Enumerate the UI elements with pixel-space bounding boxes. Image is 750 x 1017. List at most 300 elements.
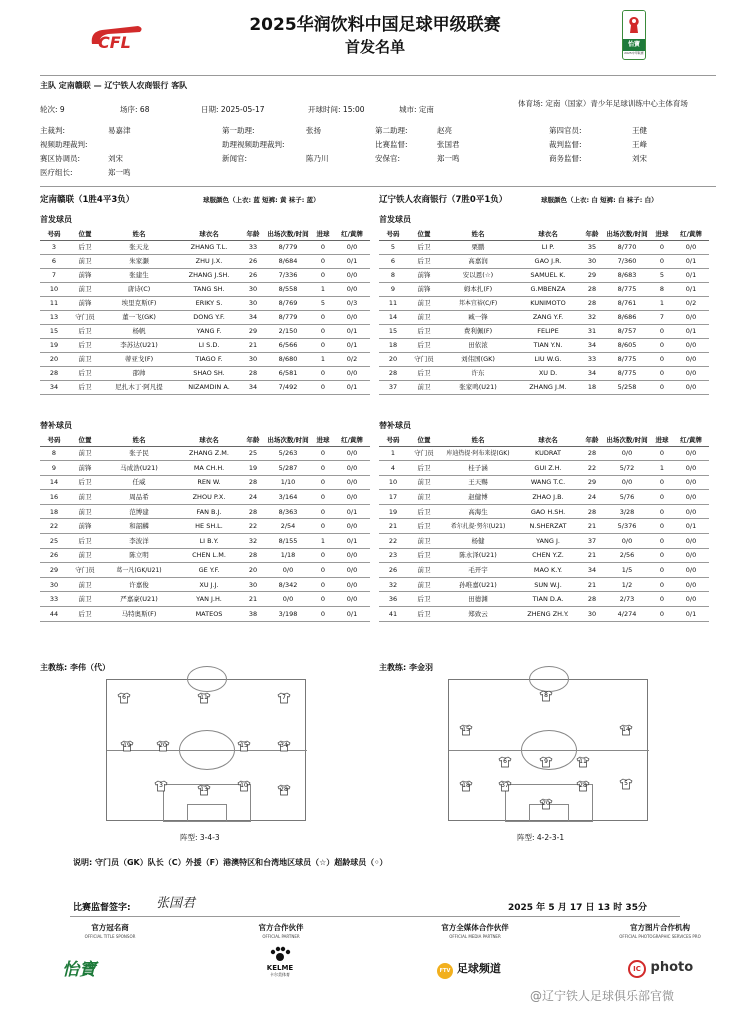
table-cell: 埃里克斯(F) bbox=[102, 296, 176, 310]
table-cell: 0 bbox=[312, 475, 334, 490]
table-cell: 0/1 bbox=[334, 254, 370, 268]
table-cell: 0 bbox=[312, 268, 334, 282]
table-cell: 0 bbox=[651, 490, 673, 505]
player-jersey bbox=[619, 778, 633, 790]
table-cell: 0/0 bbox=[603, 534, 651, 549]
table-row bbox=[40, 338, 370, 352]
table-cell: 8 bbox=[379, 268, 407, 282]
home-formation: 阵型: 3-4-3 bbox=[180, 833, 220, 842]
official-value: 陈乃川 bbox=[306, 154, 329, 163]
player-jersey bbox=[154, 780, 168, 792]
table-row bbox=[379, 461, 709, 476]
table-cell: 20 bbox=[40, 352, 68, 366]
table-cell: LI B.Y. bbox=[176, 534, 242, 549]
table-cell: 0/0 bbox=[673, 504, 709, 519]
top-arc bbox=[187, 666, 227, 692]
table-cell: ZHANG J.M. bbox=[515, 380, 581, 394]
table-cell: ERIKY S. bbox=[176, 296, 242, 310]
table-row bbox=[379, 519, 709, 534]
player-jersey bbox=[197, 784, 211, 796]
table-cell: 0 bbox=[312, 380, 334, 394]
table-cell: KUDRAT bbox=[515, 446, 581, 461]
table-cell: 21 bbox=[379, 519, 407, 534]
table-cell: 30 bbox=[242, 282, 264, 296]
player-jersey bbox=[156, 740, 170, 752]
table-cell: 0/1 bbox=[673, 607, 709, 622]
table-cell: 0/0 bbox=[334, 240, 370, 254]
table-cell: 0/0 bbox=[673, 352, 709, 366]
table-cell: 2/56 bbox=[603, 548, 651, 563]
table-cell: 31 bbox=[581, 324, 603, 338]
table-cell: 0 bbox=[651, 338, 673, 352]
table-cell: ZHANG T.L. bbox=[176, 240, 242, 254]
player-jersey bbox=[619, 724, 633, 736]
partner-sub-1: OFFICIAL TITLE SPONSOR bbox=[84, 934, 136, 939]
table-cell: 8/775 bbox=[603, 282, 651, 296]
table-cell: 1/18 bbox=[264, 548, 312, 563]
table-cell: MATEOS bbox=[176, 607, 242, 622]
table-cell: 臧一锋 bbox=[441, 310, 515, 324]
column-header: 红/黄牌 bbox=[673, 228, 709, 240]
table-cell: 邵帅 bbox=[102, 366, 176, 380]
sponsor-badge bbox=[622, 10, 646, 60]
table-cell: 30 bbox=[242, 577, 264, 592]
table-row bbox=[379, 534, 709, 549]
table-cell: 0/0 bbox=[334, 548, 370, 563]
sign-datetime: 2025 年 5 月 17 日 13 时 35分 bbox=[508, 903, 647, 913]
table-cell: 14 bbox=[40, 475, 68, 490]
table-cell: ZHANG J.SH. bbox=[176, 268, 242, 282]
table-cell: 30 bbox=[40, 577, 68, 592]
table-cell: 1/2 bbox=[603, 577, 651, 592]
table-row bbox=[40, 563, 370, 578]
table-cell: FAN B.J. bbox=[176, 504, 242, 519]
official-value: 张国君 bbox=[437, 140, 460, 149]
table-cell: 13 bbox=[40, 310, 68, 324]
table-row bbox=[379, 366, 709, 380]
table-cell: 7/336 bbox=[264, 268, 312, 282]
table-row bbox=[40, 296, 370, 310]
table-cell: 0/0 bbox=[673, 592, 709, 607]
table-cell: 蒂亚戈(F) bbox=[102, 352, 176, 366]
table-cell: 0 bbox=[651, 534, 673, 549]
table-row bbox=[40, 519, 370, 534]
table-cell: 5/72 bbox=[603, 461, 651, 476]
table-cell: XU D. bbox=[515, 366, 581, 380]
jersey-number: 34 bbox=[280, 742, 288, 749]
table-cell: 28 bbox=[379, 366, 407, 380]
table-cell: 8/761 bbox=[603, 296, 651, 310]
table-cell: 前卫 bbox=[407, 490, 441, 505]
away-formation-pitch bbox=[448, 679, 648, 821]
table-cell: 0 bbox=[651, 366, 673, 380]
table-cell: 8/155 bbox=[264, 534, 312, 549]
table-cell: 0 bbox=[312, 254, 334, 268]
jersey-number: 20 bbox=[159, 742, 167, 749]
table-cell: 后卫 bbox=[407, 338, 441, 352]
column-header: 球衣名 bbox=[515, 434, 581, 446]
table-cell: 0 bbox=[651, 592, 673, 607]
table-cell: 0 bbox=[312, 490, 334, 505]
supervisor-signature: 张国君 bbox=[156, 896, 196, 911]
jersey-number: 37 bbox=[501, 782, 509, 789]
column-header: 红/黄牌 bbox=[334, 434, 370, 446]
column-header: 姓名 bbox=[441, 228, 515, 240]
official-value: 易嘉津 bbox=[108, 126, 131, 135]
table-cell: 6/566 bbox=[264, 338, 312, 352]
table-cell: 5/287 bbox=[264, 461, 312, 476]
player-jersey bbox=[277, 784, 291, 796]
table-cell: 19 bbox=[242, 461, 264, 476]
table-cell: 0 bbox=[651, 240, 673, 254]
table-cell: 前卫 bbox=[407, 563, 441, 578]
table-cell: 8 bbox=[651, 282, 673, 296]
table-cell: 后卫 bbox=[407, 548, 441, 563]
table-cell: 栗鹏 bbox=[441, 240, 515, 254]
table-cell: 后卫 bbox=[407, 504, 441, 519]
official-label: 主裁判: bbox=[40, 126, 66, 135]
table-cell: 5 bbox=[651, 268, 673, 282]
table-row bbox=[379, 607, 709, 622]
table-row bbox=[40, 577, 370, 592]
table-cell: 0 bbox=[651, 324, 673, 338]
table-cell: 李波洋 bbox=[102, 534, 176, 549]
teams-line: 主队 定南赣联 — 辽宁铁人农商银行 客队 bbox=[40, 81, 188, 90]
page-subtitle: 首发名单 bbox=[344, 38, 405, 56]
table-cell: 3/28 bbox=[603, 504, 651, 519]
table-cell: YAN J.H. bbox=[176, 592, 242, 607]
table-cell: 8/775 bbox=[603, 366, 651, 380]
column-header: 位置 bbox=[68, 228, 102, 240]
table-cell: 28 bbox=[581, 446, 603, 461]
player-jersey bbox=[120, 740, 134, 752]
table-row bbox=[379, 240, 709, 254]
table-cell: 前锋 bbox=[407, 282, 441, 296]
table-cell: 前卫 bbox=[407, 296, 441, 310]
table-cell: 0 bbox=[312, 607, 334, 622]
table-cell: 25 bbox=[242, 446, 264, 461]
jersey-number: 6 bbox=[122, 694, 126, 701]
jersey-number: 7 bbox=[282, 694, 286, 701]
table-cell: 高嘉润 bbox=[441, 254, 515, 268]
official-label: 商务监督: bbox=[549, 154, 582, 163]
table-cell: 周品希 bbox=[102, 490, 176, 505]
table-cell: 0/0 bbox=[673, 446, 709, 461]
table-cell: 0/0 bbox=[673, 366, 709, 380]
table-row bbox=[379, 380, 709, 394]
table-cell: 后卫 bbox=[407, 607, 441, 622]
table-cell: 8 bbox=[40, 446, 68, 461]
table-cell: 0 bbox=[651, 352, 673, 366]
table-cell: 后卫 bbox=[407, 461, 441, 476]
table-cell: 0/1 bbox=[334, 534, 370, 549]
table-cell: 8/779 bbox=[264, 240, 312, 254]
table-cell: 34 bbox=[40, 380, 68, 394]
table-cell: 0/1 bbox=[673, 268, 709, 282]
table-cell: GAO H.SH. bbox=[515, 504, 581, 519]
home-subs-table bbox=[40, 434, 370, 622]
table-row bbox=[379, 352, 709, 366]
player-jersey bbox=[197, 692, 211, 704]
table-cell: 朱家灏 bbox=[102, 254, 176, 268]
table-cell: 9 bbox=[40, 461, 68, 476]
table-cell: CHEN L.M. bbox=[176, 548, 242, 563]
table-cell: 0/0 bbox=[673, 577, 709, 592]
venue: 体育场: 定南（国家）青少年足球训练中心主体育场 bbox=[518, 99, 688, 108]
table-cell: 0/1 bbox=[673, 519, 709, 534]
table-cell: SAMUEL K. bbox=[515, 268, 581, 282]
table-cell: 22 bbox=[40, 519, 68, 534]
match-date: 日期: 2025-05-17 bbox=[201, 105, 265, 114]
home-formation-pitch bbox=[106, 679, 306, 821]
table-cell: SUN W.J. bbox=[515, 577, 581, 592]
table-cell: 21 bbox=[581, 577, 603, 592]
table-cell: KUNIMOTO bbox=[515, 296, 581, 310]
table-cell: 15 bbox=[379, 324, 407, 338]
table-cell: 0 bbox=[312, 519, 334, 534]
table-cell: 8/779 bbox=[264, 310, 312, 324]
table-cell: 26 bbox=[242, 268, 264, 282]
table-cell: 李苏达(U21) bbox=[102, 338, 176, 352]
column-header: 球衣名 bbox=[176, 434, 242, 446]
table-cell: 0 bbox=[312, 310, 334, 324]
table-cell: GE Y.F. bbox=[176, 563, 242, 578]
table-cell: 8/558 bbox=[264, 282, 312, 296]
jersey-number: 6 bbox=[503, 758, 507, 765]
table-cell: GUI Z.H. bbox=[515, 461, 581, 476]
table-cell: 前锋 bbox=[68, 296, 102, 310]
table-cell: TIAN D.A. bbox=[515, 592, 581, 607]
kickoff-time: 开球时间: 15:00 bbox=[308, 105, 365, 114]
table-cell: 18 bbox=[379, 338, 407, 352]
table-cell: 29 bbox=[581, 475, 603, 490]
table-cell: 24 bbox=[242, 490, 264, 505]
table-cell: 35 bbox=[581, 240, 603, 254]
table-cell: 10 bbox=[40, 282, 68, 296]
table-row bbox=[40, 310, 370, 324]
table-cell: 30 bbox=[242, 352, 264, 366]
table-cell: 0/0 bbox=[673, 490, 709, 505]
table-row bbox=[379, 548, 709, 563]
table-cell: 30 bbox=[581, 254, 603, 268]
table-cell: 0 bbox=[651, 380, 673, 394]
column-header: 红/黄牌 bbox=[673, 434, 709, 446]
table-cell: 前卫 bbox=[68, 254, 102, 268]
column-header: 号码 bbox=[40, 434, 68, 446]
table-cell: 8/684 bbox=[264, 254, 312, 268]
table-cell: XU J.J. bbox=[176, 577, 242, 592]
table-cell: 范博建 bbox=[102, 504, 176, 519]
table-cell: 11 bbox=[379, 296, 407, 310]
official-label: 比赛监督: bbox=[375, 140, 408, 149]
table-cell: 前卫 bbox=[407, 534, 441, 549]
partner-title-3: 官方全媒体合作伙伴 bbox=[441, 923, 509, 932]
official-value: 王健 bbox=[632, 126, 647, 135]
table-row bbox=[379, 592, 709, 607]
table-cell: 任威 bbox=[102, 475, 176, 490]
table-cell: SHAO SH. bbox=[176, 366, 242, 380]
table-cell: 0 bbox=[312, 240, 334, 254]
official-label: 安保官: bbox=[375, 154, 401, 163]
table-cell: WANG T.C. bbox=[515, 475, 581, 490]
table-cell: 30 bbox=[242, 296, 264, 310]
away-formation: 阵型: 4-2-3-1 bbox=[517, 833, 565, 842]
table-cell: 严嘉豪(U21) bbox=[102, 592, 176, 607]
table-row bbox=[379, 324, 709, 338]
table-cell: 0/0 bbox=[673, 563, 709, 578]
table-cell: 28 bbox=[242, 548, 264, 563]
table-row bbox=[379, 577, 709, 592]
table-cell: LI S.D. bbox=[176, 338, 242, 352]
table-cell: 1 bbox=[312, 534, 334, 549]
table-cell: 希尔扎提·努尔(U21) bbox=[441, 519, 515, 534]
table-cell: 16 bbox=[40, 490, 68, 505]
table-cell: 0 bbox=[651, 504, 673, 519]
player-jersey bbox=[539, 690, 553, 702]
partner-title-1: 官方冠名商 bbox=[91, 923, 129, 932]
table-cell: 前锋 bbox=[68, 519, 102, 534]
table-cell: 0 bbox=[651, 577, 673, 592]
table-cell: 0/1 bbox=[334, 607, 370, 622]
home-starters-label: 首发球员 bbox=[40, 215, 72, 224]
table-cell: 0/0 bbox=[603, 475, 651, 490]
table-cell: 0/0 bbox=[264, 592, 312, 607]
ftv-icon: FTV bbox=[437, 963, 453, 979]
table-cell: 0/0 bbox=[334, 446, 370, 461]
table-cell: 20 bbox=[379, 352, 407, 366]
table-cell: 0/0 bbox=[673, 338, 709, 352]
table-cell: 前卫 bbox=[407, 310, 441, 324]
partner-sub-4: OFFICIAL PHOTOGRAPHIC SERVICES PRO bbox=[619, 934, 701, 939]
table-cell: 1 bbox=[651, 296, 673, 310]
table-cell: FELIPE bbox=[515, 324, 581, 338]
column-header: 进球 bbox=[312, 434, 334, 446]
yibao-logo: 怡寶 bbox=[62, 960, 96, 980]
table-cell: 0/2 bbox=[334, 352, 370, 366]
table-row bbox=[40, 446, 370, 461]
official-label: 裁判监督: bbox=[549, 140, 582, 149]
table-cell: 19 bbox=[40, 338, 68, 352]
table-cell: 张家鸣(U21) bbox=[441, 380, 515, 394]
table-cell: 0/0 bbox=[334, 519, 370, 534]
table-cell: 0 bbox=[312, 338, 334, 352]
partner-sub-3: OFFICIAL MEDIA PARTNER bbox=[449, 934, 501, 939]
home-coach: 主教练: 李伟（代） bbox=[40, 663, 110, 672]
table-cell: 20 bbox=[242, 563, 264, 578]
table-cell: 高海生 bbox=[441, 504, 515, 519]
kelme-paw-icon bbox=[268, 946, 292, 962]
table-cell: 29 bbox=[242, 324, 264, 338]
official-value: 赵亮 bbox=[437, 126, 452, 135]
table-row bbox=[40, 282, 370, 296]
table-cell: 8/757 bbox=[603, 324, 651, 338]
table-row bbox=[379, 446, 709, 461]
sponsor-badge-text: 怡寶 bbox=[623, 39, 645, 51]
table-cell: 6 bbox=[379, 254, 407, 268]
player-jersey bbox=[237, 780, 251, 792]
table-cell: 34 bbox=[581, 338, 603, 352]
official-label: 视频助理裁判: bbox=[40, 140, 88, 149]
table-cell: 守门员 bbox=[407, 352, 441, 366]
column-header: 出场次数/时间 bbox=[603, 228, 651, 240]
table-cell: 37 bbox=[379, 380, 407, 394]
divider bbox=[70, 916, 680, 917]
table-cell: 前卫 bbox=[68, 577, 102, 592]
table-row bbox=[40, 534, 370, 549]
table-cell: TIAGO F. bbox=[176, 352, 242, 366]
table-cell: 8/342 bbox=[264, 577, 312, 592]
table-cell: 15 bbox=[40, 324, 68, 338]
table-cell: 后卫 bbox=[68, 324, 102, 338]
table-cell: 28 bbox=[581, 296, 603, 310]
table-cell: 2/150 bbox=[264, 324, 312, 338]
table-row bbox=[379, 268, 709, 282]
table-cell: 0/0 bbox=[673, 461, 709, 476]
jersey-number: 9 bbox=[544, 758, 548, 765]
table-row bbox=[40, 548, 370, 563]
table-cell: 18 bbox=[40, 504, 68, 519]
player-jersey bbox=[576, 756, 590, 768]
cfl-logo-text: CFL bbox=[98, 33, 131, 52]
column-header: 进球 bbox=[312, 228, 334, 240]
table-cell: 8/686 bbox=[603, 310, 651, 324]
table-cell: 守门员 bbox=[407, 446, 441, 461]
table-cell: 0/1 bbox=[334, 380, 370, 394]
table-cell: 29 bbox=[581, 268, 603, 282]
column-header: 位置 bbox=[407, 434, 441, 446]
table-cell: 刘伟国(GK) bbox=[441, 352, 515, 366]
table-row bbox=[379, 504, 709, 519]
player-jersey bbox=[459, 780, 473, 792]
table-cell: TIAN Y.N. bbox=[515, 338, 581, 352]
home-team-record: 定南赣联（1胜4平3负） bbox=[40, 195, 135, 205]
table-cell: 11 bbox=[40, 296, 68, 310]
table-cell: 毛开宇 bbox=[441, 563, 515, 578]
table-cell: 8/770 bbox=[603, 240, 651, 254]
table-cell: 28 bbox=[581, 592, 603, 607]
table-cell: 6/581 bbox=[264, 366, 312, 380]
table-cell: 17 bbox=[379, 490, 407, 505]
table-cell: CHEN Y.Z. bbox=[515, 548, 581, 563]
official-label: 赛区协调员: bbox=[40, 154, 81, 163]
table-row bbox=[40, 352, 370, 366]
table-cell: 38 bbox=[242, 607, 264, 622]
table-cell: YANG F. bbox=[176, 324, 242, 338]
table-cell: 33 bbox=[242, 240, 264, 254]
table-cell: NIZAMDIN A. bbox=[176, 380, 242, 394]
column-header: 出场次数/时间 bbox=[264, 228, 312, 240]
table-cell: 0/0 bbox=[334, 475, 370, 490]
table-cell: ZHU J.X. bbox=[176, 254, 242, 268]
ftv-logo: FTV 足球频道 bbox=[437, 960, 501, 979]
table-cell: 5 bbox=[379, 240, 407, 254]
table-cell: 29 bbox=[40, 563, 68, 578]
table-cell: 19 bbox=[379, 504, 407, 519]
column-header: 姓名 bbox=[441, 434, 515, 446]
jersey-number: 11 bbox=[579, 758, 587, 765]
table-cell: 守门员 bbox=[68, 563, 102, 578]
table-cell: 6 bbox=[40, 254, 68, 268]
table-cell: 5/258 bbox=[603, 380, 651, 394]
table-cell: 22 bbox=[242, 519, 264, 534]
table-cell: 0/0 bbox=[673, 548, 709, 563]
player-jersey bbox=[539, 756, 553, 768]
table-cell: 3 bbox=[40, 240, 68, 254]
table-cell: 7/360 bbox=[603, 254, 651, 268]
table-row bbox=[40, 268, 370, 282]
table-cell: 0/0 bbox=[334, 461, 370, 476]
table-cell: 0/0 bbox=[334, 282, 370, 296]
